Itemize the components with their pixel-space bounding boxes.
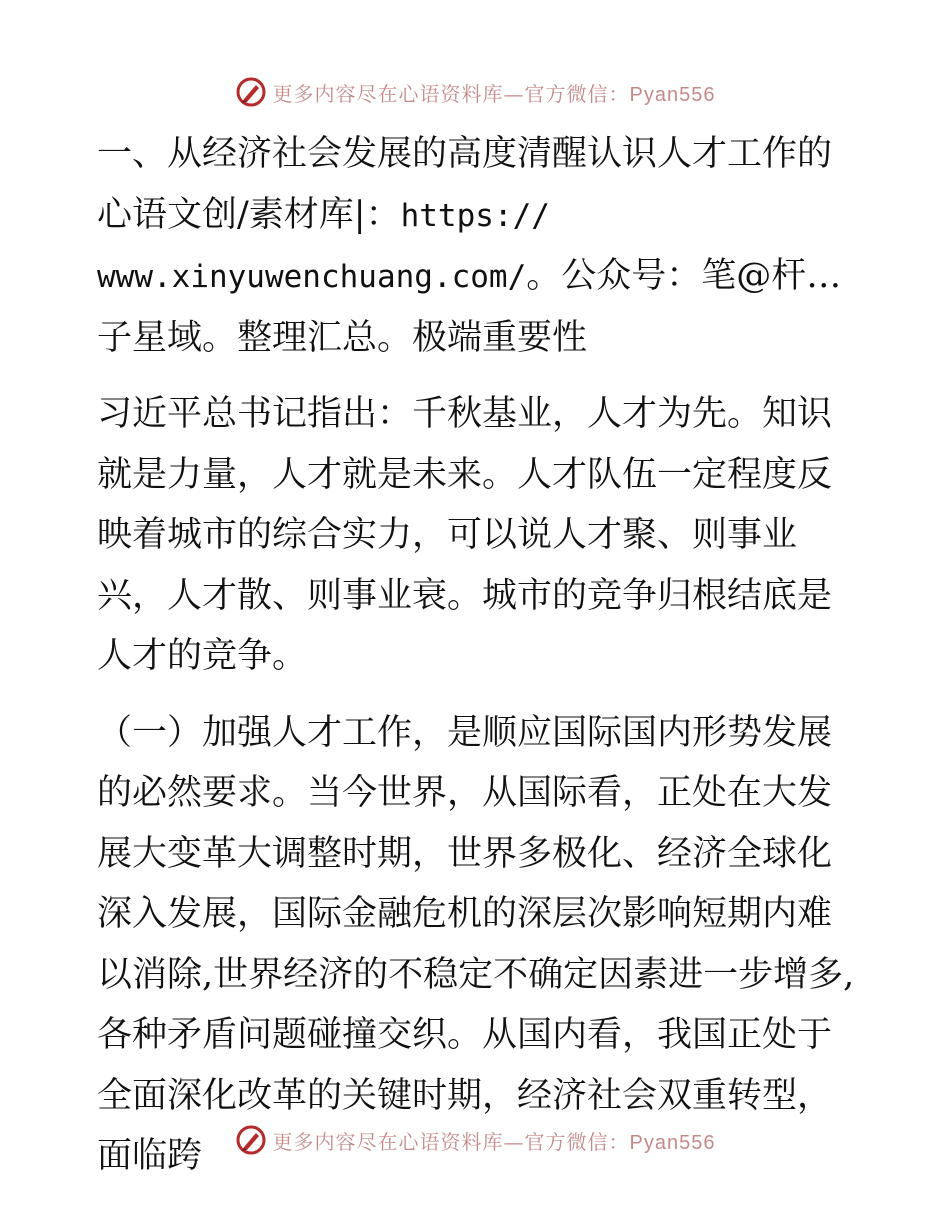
inserted-url-part1: https:// bbox=[400, 197, 550, 234]
section-title: 一、从经济社会发展的高度清醒认识人才工作的 心语文创/素材库|：https:// www.xinyuwenchuang.com/。公众号：笔@杆…子星域。整理汇总。极端重要性 bbox=[97, 134, 842, 358]
header-banner-text: 更多内容尽在心语资料库—官方微信：Pyan556 bbox=[272, 81, 716, 106]
paragraph-quote: 习近平总书记指出：千秋基业，人才为先。知识就是力量，人才就是未来。人才队伍一定程度反映着城市的综合实力，可以说人才聚、则事业兴，人才散、则事业衰。城市的竞争归根结底是人才的竞争。 bbox=[97, 394, 833, 676]
inserted-url-part2: www.xinyuwenchuang.com/ bbox=[97, 259, 527, 295]
paragraph-point-one: （一）加强人才工作，是顺应国际国内形势发展的必然要求。当今世界，从国际看，正处在大发展大变革大调整时期，世界多极化、经济全球化深入发展，国际金融危机的深层次影响短期内难以消除,世界经济的不稳定不确定因素进一步增多,各种矛盾问题碰撞交织。从国内看，我国正处于全面深化改革的关键时期，经济社会双重转型，面临跨 bbox=[97, 712, 855, 1176]
footer-banner bbox=[0, 1120, 950, 1160]
document-body bbox=[97, 124, 857, 1187]
inserted-line-tail: 。公众号：笔@杆…子星域。整理汇总。 bbox=[97, 256, 842, 358]
section-title-tail: 极端重要性 bbox=[412, 317, 588, 358]
pen-logo-icon bbox=[235, 1124, 267, 1156]
footer-banner-text: 更多内容尽在心语资料库—官方微信：Pyan556 bbox=[272, 1129, 716, 1154]
inserted-line: 心语文创/素材库|： bbox=[97, 194, 401, 235]
header-banner bbox=[0, 72, 950, 112]
pen-logo-icon bbox=[235, 76, 267, 108]
